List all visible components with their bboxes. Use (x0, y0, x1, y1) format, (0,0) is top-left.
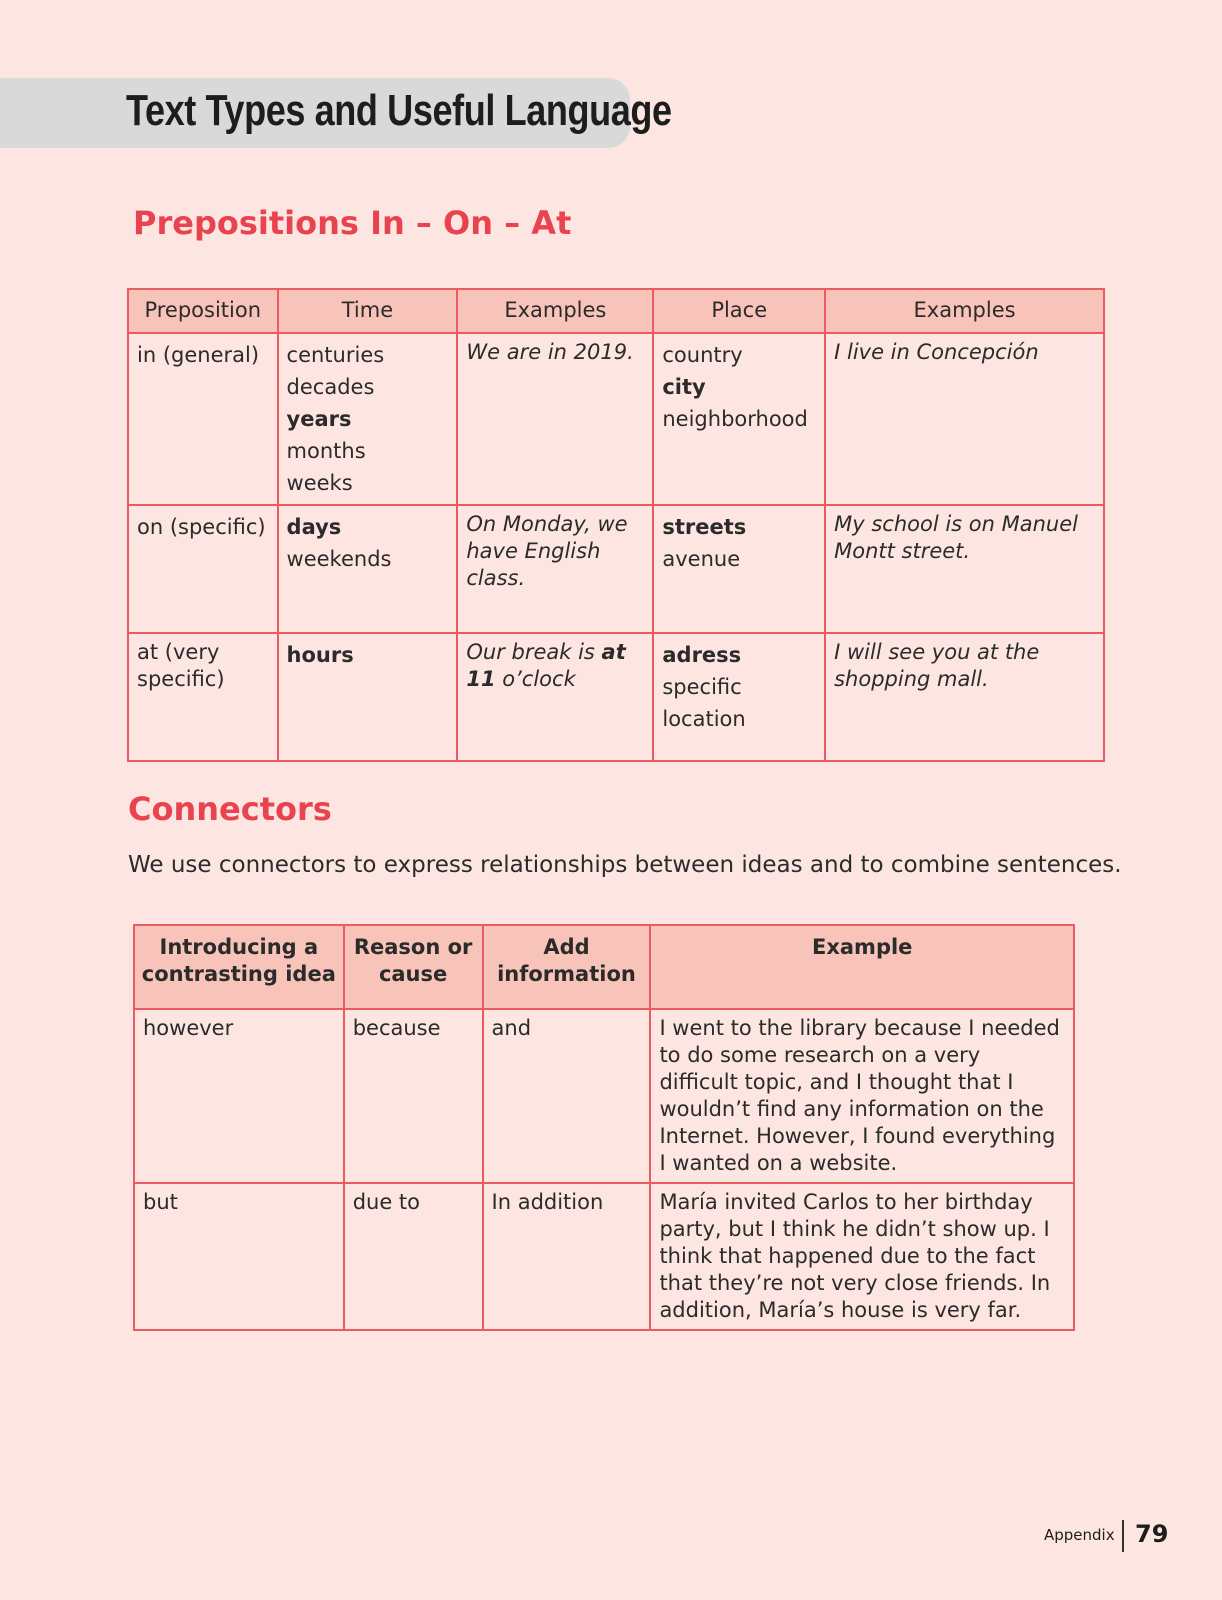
time-example: We are in 2019. (466, 340, 634, 364)
page-title: Text Types and Useful Language (126, 86, 672, 135)
time-example-cell (457, 333, 653, 505)
place-cell (653, 633, 825, 761)
time-cell (278, 333, 458, 505)
place-item: adress (662, 643, 742, 667)
column-header: Example (650, 925, 1074, 1009)
connectors-table (133, 924, 1075, 1331)
place-item: neighborhood (662, 407, 808, 431)
connectors-heading: Connectors (128, 790, 332, 828)
place-example-cell (825, 505, 1104, 633)
column-header: Preposition (128, 289, 278, 333)
table-row (128, 505, 1104, 633)
column-header: Examples (457, 289, 653, 333)
footer-label: Appendix (1044, 1526, 1115, 1544)
column-header: Place (653, 289, 825, 333)
time-example-cell (457, 633, 653, 761)
time-example (466, 639, 644, 693)
time-example: On Monday, we have English class. (466, 512, 628, 590)
time-cell (278, 505, 458, 633)
table-row (134, 1183, 1074, 1330)
table-row (134, 1009, 1074, 1183)
time-example-cell (457, 505, 653, 633)
place-example: I will see you at the shopping mall. (834, 640, 1040, 691)
add-cell: and (483, 1009, 651, 1183)
column-header: Add information (483, 925, 651, 1009)
preposition-cell: at (very specific) (128, 633, 278, 761)
place-cell (653, 505, 825, 633)
time-item: decades (286, 375, 375, 399)
place-item: country (662, 343, 743, 367)
time-item: months (286, 439, 366, 463)
reason-cell: because (344, 1009, 483, 1183)
time-example-prefix: Our break is (466, 640, 602, 664)
column-header: Time (278, 289, 458, 333)
page-number: 79 (1135, 1520, 1169, 1548)
time-example-bold: at 11 (466, 640, 626, 691)
time-example-suffix: o’clock (495, 667, 576, 691)
time-cell (278, 633, 458, 761)
time-item: centuries (286, 343, 385, 367)
contrast-cell: however (134, 1009, 344, 1183)
table-header-row (128, 289, 1104, 333)
place-example: I live in Concepción (834, 340, 1039, 364)
prepositions-heading: Prepositions In – On – At (133, 204, 572, 242)
preposition-cell: in (general) (128, 333, 278, 505)
place-example: My school is on Manuel Montt street. (834, 512, 1078, 563)
add-cell: In addition (483, 1183, 651, 1330)
example-cell: I went to the library because I needed to do some research on a very difficult topic, and I thought that I wouldn’t find any information on the Internet. However, I found everything I wanted on a website. (650, 1009, 1074, 1183)
column-header: Reason or cause (344, 925, 483, 1009)
place-item: avenue (662, 547, 741, 571)
place-item: city (662, 375, 706, 399)
column-header: Examples (825, 289, 1104, 333)
time-item: years (286, 407, 352, 431)
table-row (128, 633, 1104, 761)
place-item: location (662, 707, 746, 731)
reason-cell: due to (344, 1183, 483, 1330)
place-item: streets (662, 515, 747, 539)
preposition-cell: on (specific) (128, 505, 278, 633)
place-example-cell (825, 333, 1104, 505)
example-cell: María invited Carlos to her birthday party, but I think he didn’t show up. I think that happened due to the fact that they’re not very close friends. In addition, María’s house is very far. (650, 1183, 1074, 1330)
time-item: hours (286, 643, 354, 667)
contrast-cell: but (134, 1183, 344, 1330)
column-header: Introducing a contrasting idea (134, 925, 344, 1009)
place-item: specific (662, 675, 742, 699)
time-item: days (286, 515, 342, 539)
prepositions-table (127, 288, 1105, 762)
place-cell (653, 333, 825, 505)
connectors-intro: We use connectors to express relationships between ideas and to combine sentences. (128, 852, 1122, 878)
place-example-cell (825, 633, 1104, 761)
table-row (128, 333, 1104, 505)
time-item: weekends (286, 547, 392, 571)
table-header-row (134, 925, 1074, 1009)
footer-divider (1122, 1520, 1124, 1552)
time-item: weeks (286, 471, 353, 495)
